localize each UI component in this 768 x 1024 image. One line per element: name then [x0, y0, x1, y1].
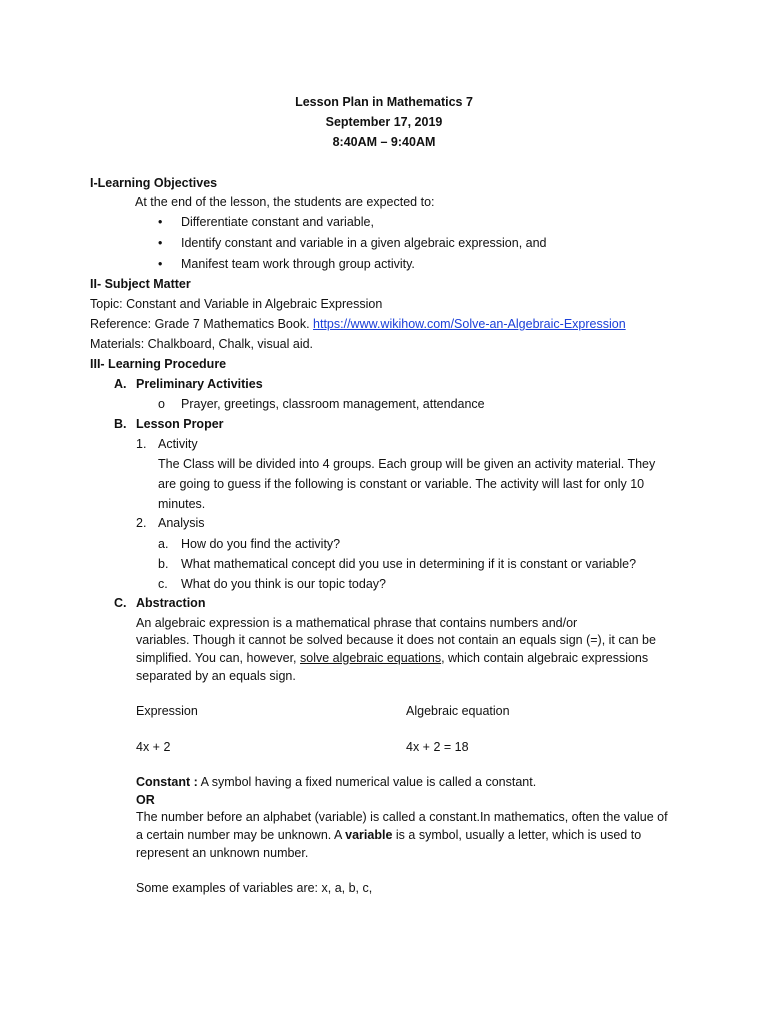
- reference-label: Reference: Grade 7 Mathematics Book.: [90, 317, 314, 331]
- variable-term: variable: [345, 828, 393, 842]
- analysis-question: How do you find the activity?: [181, 537, 341, 551]
- equation-example: 4x + 2 = 18: [406, 740, 469, 754]
- analysis-question: What do you think is our topic today?: [181, 577, 386, 591]
- objective-item: Identify constant and variable in a given algebraic expression, and: [181, 236, 547, 250]
- topic-line: Topic: Constant and Variable in Algebraic Expression: [90, 297, 383, 311]
- analysis-question: What mathematical concept did you use in determining if it is constant or variable?: [181, 557, 637, 571]
- variable-definition-line: [136, 827, 641, 843]
- abstraction-text-segment: , which contain algebraic expressions: [441, 651, 649, 665]
- subject-matter-heading: II- Subject Matter: [90, 277, 191, 291]
- objectives-intro: At the end of the lesson, the students are expected to:: [135, 195, 435, 209]
- document-time: 8:40AM – 9:40AM: [332, 135, 436, 149]
- objectives-heading: I-Learning Objectives: [90, 176, 218, 190]
- circle-bullet-icon: o: [158, 397, 165, 411]
- variable-examples: Some examples of variables are: x, a, b, c,: [136, 881, 373, 895]
- constant-text: A symbol having a fixed numerical value is called a constant.: [197, 775, 537, 789]
- preliminary-activities-title: Preliminary Activities: [136, 377, 263, 391]
- abstraction-text-line: separated by an equals sign.: [136, 669, 296, 683]
- activity-text-line: minutes.: [158, 497, 206, 511]
- lesson-proper-title: Lesson Proper: [136, 417, 224, 431]
- variable-text-segment: is a symbol, usually a letter, which is used to: [392, 828, 642, 842]
- solve-equations-link[interactable]: solve algebraic equations: [300, 651, 442, 665]
- variable-definition-line: The number before an alphabet (variable) is called a constant.In mathematics, often the value of: [136, 810, 668, 824]
- reference-line: [90, 316, 626, 332]
- expression-column-header: Expression: [136, 704, 198, 718]
- activity-text-line: The Class will be divided into 4 groups. Each group will be given an activity material. They: [158, 457, 656, 471]
- bullet-icon: •: [158, 257, 163, 271]
- bullet-icon: •: [158, 215, 163, 229]
- reference-link[interactable]: https://www.wikihow.com/Solve-an-Algebraic-Expression: [313, 317, 626, 331]
- section-marker: B.: [114, 417, 127, 431]
- abstraction-text-line: variables. Though it cannot be solved because it does not contain an equals sign (=), it can be: [136, 633, 656, 647]
- variable-text-segment: a certain number may be unknown. A: [136, 828, 346, 842]
- or-separator: OR: [136, 793, 155, 807]
- objective-item: Differentiate constant and variable,: [181, 215, 374, 229]
- preliminary-item: Prayer, greetings, classroom management, attendance: [181, 397, 485, 411]
- document-date: September 17, 2019: [325, 115, 443, 129]
- question-marker: a.: [158, 537, 169, 551]
- constant-label: Constant :: [136, 775, 198, 789]
- abstraction-text-segment: simplified. You can, however,: [136, 651, 300, 665]
- section-marker: C.: [114, 596, 127, 610]
- step-marker: 2.: [136, 516, 147, 530]
- activity-title: Activity: [158, 437, 198, 451]
- constant-definition: [136, 774, 536, 790]
- abstraction-text-line: [136, 650, 648, 666]
- question-marker: b.: [158, 557, 169, 571]
- activity-text-line: are going to guess if the following is constant or variable. The activity will last for only 10: [158, 477, 645, 491]
- document-title: Lesson Plan in Mathematics 7: [295, 95, 473, 109]
- objective-item: Manifest team work through group activity.: [181, 257, 415, 271]
- materials-line: Materials: Chalkboard, Chalk, visual aid.: [90, 337, 314, 351]
- variable-definition-line: represent an unknown number.: [136, 846, 309, 860]
- expression-example: 4x + 2: [136, 740, 171, 754]
- abstraction-title: Abstraction: [136, 596, 206, 610]
- abstraction-text-line: An algebraic expression is a mathematical phrase that contains numbers and/or: [136, 616, 578, 630]
- procedure-heading: III- Learning Procedure: [90, 357, 227, 371]
- bullet-icon: •: [158, 236, 163, 250]
- question-marker: c.: [158, 577, 168, 591]
- section-marker: A.: [114, 377, 127, 391]
- equation-column-header: Algebraic equation: [406, 704, 510, 718]
- step-marker: 1.: [136, 437, 147, 451]
- analysis-title: Analysis: [158, 516, 205, 530]
